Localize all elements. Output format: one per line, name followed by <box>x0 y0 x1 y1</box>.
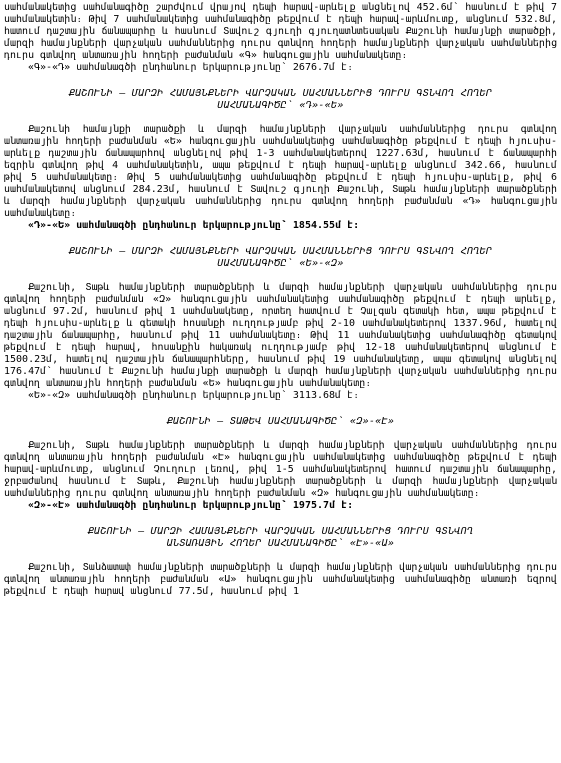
segment-length-note-d-e: «Դ»-«Ե» սահմանագծի ընդհանուր երկարությունը՝ 1854.55մ է։ <box>28 220 360 231</box>
paragraph-0: սահմանակետից սահմանագիծը շարժվում վրայով դեպի հարավ-արևելք անցնելով 452.6մ՝ հասնում է թիվ 7 սահմանակետին։ Թիվ 7 սահմանակետից սահմանագիծը թեքվում է դեպի հարավ-արևմուտք, անցնում 532.8մ, հատում դաշտային ճանապարհը և հասնում Տավուշ գյուղի գյուղատնտեսական Քաշունի համայնքի տարածքի, մարզի համայնքների վարչական սահմաններից դուրս գտնվող հողերի համայնքների վարչական սահմաններից դուրս գտնվող անտառային հողերի բաժանման «Գ» հանգուցային սահմանակետը։ <box>4 2 557 61</box>
paragraph-4: Քաշունի, Տանձատափ համայնքների տարածքների և մարզի համայնքների վարչական սահմաններից դուրս գտնվող անտառային հողերի բաժանման «Ա» հանգուցային սահմանակետից սահմանագիծը անտառի եզրով թեքվում է դեպի հարավ անցնում 77.5մ, հասնում թիվ 1 <box>4 562 557 597</box>
section-title-line-2: ԱՆՏԱՌԱՅԻՆ ՀՈՂԵՐ ՍԱՀՄԱՆԱԳԻԾԸ՝ «Է»-«Ա» <box>166 538 395 549</box>
section-title-d-e <box>4 88 557 112</box>
paragraph-1: Քաշունի համայնքի տարածքի և մարզի համայնքների վարչական սահմաններից դուրս գտնվող անտառային հողերի բաժանման «Ե» հանգուցային սահմանակետից սահմանագիծը թեքվում է դեպի հյուսիս-արևելք դաշտային ճանապարհով անցնելով թիվ 1-3 սահմանակետերով 1227.63մ, հասնում է ճանապարհի եզրին գտնվող թիվ 4 սահմանակետին, ապա թեքվում է դեպի հարավ-արևելք անցնում 342.66, հասնում թիվ 5 սահմանակետը։ Թիվ 5 սահմանակետից սահմանագիծը թեքվում է դեպի հյուսիս-արևելք, թիվ 6 սահմանակետով անցնում 284.23մ, հասնում է Տավուշ գյուղի Քաշունի, Տաթև համայնքների տարածքների և մարզի համայնքների վարչական սահմաններից դուրս գտնվող հողերի բաժանման «Դ» հանգուցային սահմանակետը։ <box>4 124 557 219</box>
section-title-z-e <box>4 416 557 428</box>
section-title-line-1: ՔԱՇՈՒՆԻ – ՄԱՐԶԻ ՀԱՄԱՅՆՔՆԵՐԻ ՎԱՐՉԱԿԱՆ ՍԱՀՄԱՆՆԵՐԻՑ ԴՈՒՐՍ ԳՏՆՎՈՂ <box>87 526 474 537</box>
section-title-line-2: ՍԱՀՄԱՆԱԳԻԾԸ՝ «Ե»-«Զ» <box>217 258 344 269</box>
segment-length-note-z-e: «Զ»-«Է» սահմանագծի ընդհանուր երկարությունը՝ 1975.7մ է։ <box>28 500 354 511</box>
section-title-line-1: ՔԱՇՈՒՆԻ – ՄԱՐԶԻ ՀԱՄԱՅՆՔՆԵՐԻ ՎԱՐՉԱԿԱՆ ՍԱՀՄԱՆՆԵՐԻՑ ԴՈՒՐՍ ԳՏՆՎՈՂ ՀՈՂԵՐ <box>68 88 493 99</box>
section-title-e-z <box>4 246 557 270</box>
segment-length-note-e-z: «Ե»-«Զ» սահմանագծի ընդհանուր երկարությունը՝ 3113.68մ է։ <box>28 390 360 401</box>
section-title-line-1: ՔԱՇՈՒՆԻ – ՏԱԹԵՎ ՍԱՀՄԱՆԱԳԻԾԸ՝ «Զ»-«Է» <box>166 416 395 427</box>
paragraph-3: Քաշունի, Տաթև համայնքների տարածքների և մարզի համայնքների վարչական սահմաններից դուրս գտնվող անտառային հողերի բաժանման «Է» հանգուցային սահմանակետից սահմանագիծը թեքվում է դեպի հարավ-արևմուտք, անցնում Չուղուր լեռով, թիվ 1-5 սահմանակետերով հատում դաշտային ճանապարհը, ջրբաժանով հասնում է Տաթև, Քաշունի համայնքների տարածքների և մարզի համայնքների վարչական սահմաններից դուրս գտնվող անտառային հողերի բաժանման «Զ» հանգուցային սահմանակետը։ <box>4 440 557 499</box>
section-title-e-a <box>4 526 557 550</box>
section-title-line-2: ՍԱՀՄԱՆԱԳԻԾԸ՝ «Դ»-«Ե» <box>217 100 344 111</box>
segment-length-note-g-d: «Գ»-«Դ» սահմանագծի ընդհանուր երկարությունը՝ 2676.7մ է։ <box>28 62 354 73</box>
paragraph-2: Քաշունի, Տաթև համայնքների տարածքների և մարզի համայնքների վարչական սահմաններից դուրս գտնվող հողերի բաժանման «Զ» հանգուցային սահմանակետից սահմանագիծը թեքվում է դեպի արևելք, անցնում 97.2մ, հասնում թիվ 1 սահմանակետը, որտեղ հատվում է Չալգան գետակի հետ, ապա թեքվում է դեպի հյուսիս-արևելք և գետակի հոսանքի ուղղությամբ թիվ 2-10 սահմանակետերով 1337.96մ, հատելով դաշտային ճանապարհը, հասնում թիվ 11 սահմանակետը։ Թիվ 11 սահմանակետից սահմանագիծը գետակով թեքվում է դեպի հարավ, հոսանքին հակառակ ուղղությամբ թիվ 12-18 սահմանակետերով անցնում է 1500.23մ, հատելով դաշտային ճանապարհները, հասնում թիվ 19 սահմանակետը, ապա գետակով անցնելով 176.47մ՝ հասնում է Քաշունի համայնքի տարածքի և մարզի համայնքների վարչական սահմաններից դուրս գտնվող անտառային հողերի բաժանման «Ե» հանգուցային սահմանակետը։ <box>4 282 557 389</box>
section-title-line-1: ՔԱՇՈՒՆԻ – ՄԱՐԶԻ ՀԱՄԱՅՆՔՆԵՐԻ ՎԱՐՉԱԿԱՆ ՍԱՀՄԱՆՆԵՐԻՑ ԴՈՒՐՍ ԳՏՆՎՈՂ ՀՈՂԵՐ <box>68 246 493 257</box>
